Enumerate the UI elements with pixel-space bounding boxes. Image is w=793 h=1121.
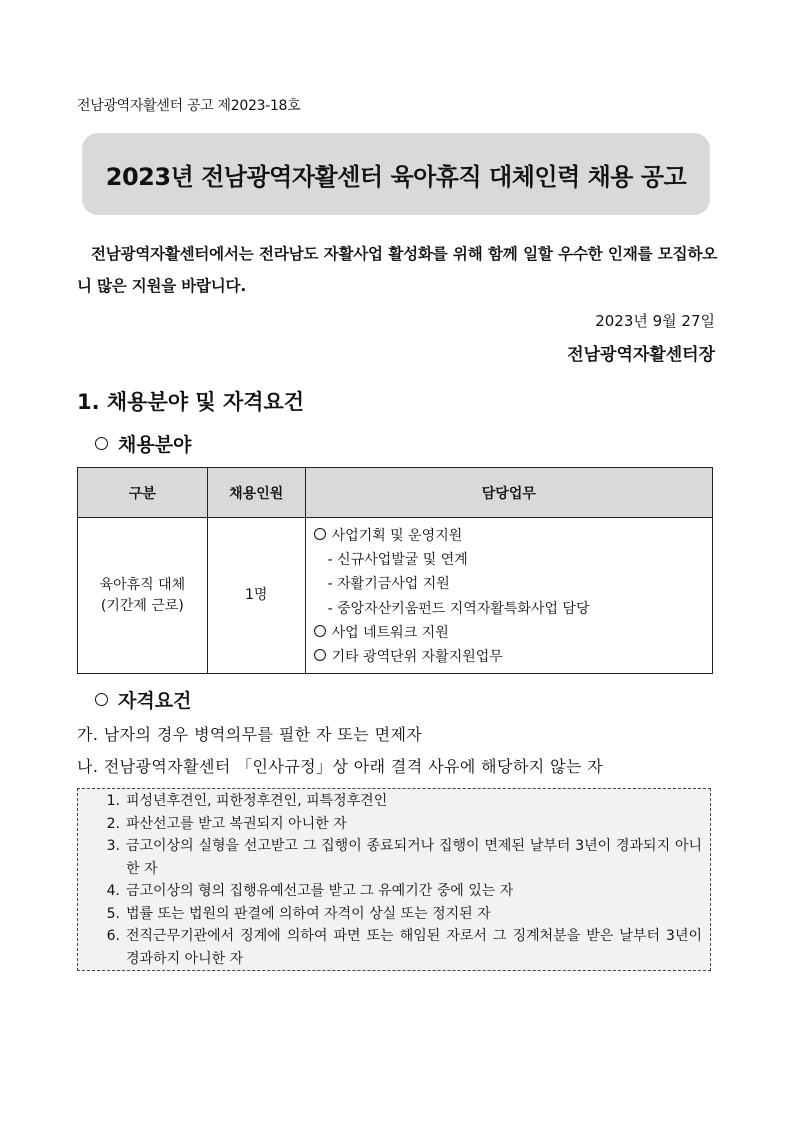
requirement-item: 가. 남자의 경우 병역의무를 필한 자 또는 면제자: [77, 725, 423, 744]
intro-text: 전남광역자활센터에서는 전라남도 자활사업 활성화를 위해 함께 일할 우수한 인재를 모집하오니 많은 지원을 바랍니다.: [77, 245, 717, 295]
duties-cell: [305, 518, 712, 674]
hollow-circle-icon: [314, 625, 326, 637]
requirement-item: 나. 전남광역자활센터 「인사규정」상 아래 결격 사유에 해당하지 않는 자: [77, 757, 604, 776]
intro-paragraph: [77, 238, 717, 302]
hollow-circle-icon: [314, 528, 326, 540]
category-cell: [78, 518, 208, 674]
section-1-title: 1. 채용분야 및 자격요건: [77, 390, 305, 414]
table-header: 담당업무: [305, 468, 712, 518]
list-item: 2. 파산선고를 받고 복권되지 아니한 자: [106, 815, 347, 832]
subsection-title: 자격요건: [118, 690, 192, 712]
duty-subitem: - 신규사업발굴 및 연계: [327, 552, 468, 569]
title-banner: [82, 133, 710, 215]
list-item: 4. 금고이상의 형의 집행유예선고를 받고 그 유예기간 중에 있는 자: [106, 883, 514, 899]
headcount-cell: 1명: [207, 518, 305, 674]
category-line: 육아휴직 대체: [99, 576, 186, 593]
subsection-qualifications: [95, 686, 191, 713]
list-item: 1. 피성년후견인, 피한정후견인, 피특정후견인: [106, 793, 388, 809]
subsection-recruitment-field: [95, 430, 191, 457]
table-row: [78, 518, 713, 674]
category-line: (기간제 근로): [100, 597, 184, 614]
duty-item: 사업 네트워크 지원: [314, 621, 704, 645]
page-title: 2023년 전남광역자활센터 육아휴직 대체인력 채용 공고: [105, 162, 687, 191]
subsection-title: 채용분야: [118, 434, 192, 456]
list-item: 3. 금고이상의 실형을 선고받고 그 집행이 종료되거나 집행이 면제된 날부터 3년이 경과되지 아니한 자: [106, 838, 702, 877]
notice-number: 전남광역자활센터 공고 제2023-18호: [77, 98, 301, 114]
signer: 전남광역자활센터장: [567, 345, 715, 365]
list-item: 6. 전직근무기관에서 징계에 의하여 파면 또는 해임된 자로서 그 징계처분을 받은 날부터 3년이 경과하지 아니한 자: [106, 928, 702, 967]
recruitment-table: [77, 467, 713, 674]
duty-subitem: - 자활기금사업 지원: [327, 576, 450, 593]
notice-date: 2023년 9월 27일: [595, 312, 715, 330]
duty-item: 기타 광역단위 자활지원업무: [314, 645, 704, 669]
hollow-circle-icon: [95, 693, 108, 706]
table-header: 채용인원: [207, 468, 305, 518]
duty-subitem: - 중앙자산키움펀드 지역자활특화사업 담당: [327, 600, 590, 617]
hollow-circle-icon: [314, 649, 326, 661]
hollow-circle-icon: [95, 437, 108, 450]
duty-item: 사업기획 및 운영지원: [314, 524, 704, 548]
disqualification-box: [77, 788, 711, 971]
list-item: 5. 법률 또는 법원의 판결에 의하여 자격이 상실 또는 정지된 자: [106, 905, 491, 922]
table-header: 구분: [78, 468, 208, 518]
